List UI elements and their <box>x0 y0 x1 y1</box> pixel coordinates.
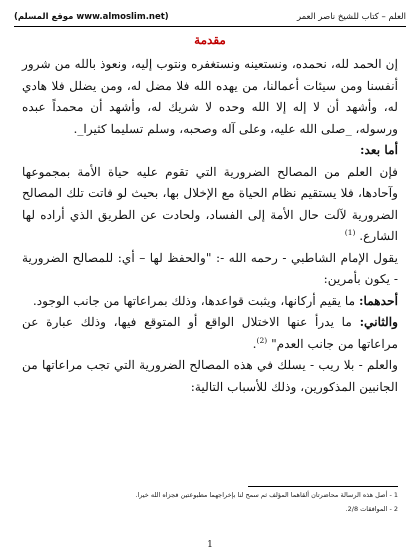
body-text <box>22 54 398 398</box>
paragraph-intro: إن الحمد لله، نحمده، ونستعينه ونستغفره ونتوب إليه، ونعوذ بالله من شرور أنفسنا ومن سيئات أعمالنا، من يهده الله فلا مضل له، ومن يضلل فلا هادي له، وأشهد أن لا إله إلا الله وحده لا شريك له، وأشهد أن محمداً عبده ورسوله، _صلى الله عليه، وعلى آله وصحبه، وسلم تسليما كثيرا_. <box>22 57 398 136</box>
footnote-1: 1 - أصل هذه الرسالة محاضرتان ألقاهما المؤلف ثم سمح لنا بإخراجهما مطبوعتين فجزاه الله خيرا. <box>135 491 398 499</box>
first-label: أحدهما: <box>358 293 398 308</box>
header-site: (موقع المسلم www.almoslim.net) <box>14 12 169 22</box>
first-text: ما يقيم أركانها، ويثبت قواعدها، وذلك بمراعاتها من جانب الوجود. <box>32 293 356 308</box>
paragraph-reasons: والعلم - بلا ريب - يسلك في هذه المصالح الضرورية التي تجب مراعاتها من الجانبين المذكورين، وذلك للأسباب التالية: <box>22 358 398 394</box>
paragraph-second <box>22 312 398 355</box>
footnote-ref-2[interactable]: (2) <box>256 335 268 345</box>
paragraph-ilm <box>22 162 398 248</box>
paragraph-first <box>22 291 398 313</box>
paragraph-amma-bad: أما بعد: <box>359 143 398 157</box>
second-end: . <box>252 336 257 351</box>
header-book-title: العلم – كتاب للشيخ ناصر العمر <box>296 12 406 22</box>
second-label: والثاني: <box>359 315 398 329</box>
page-title: مقدمة <box>194 33 226 47</box>
paragraph-ilm-text: فإن العلم من المصالح الضرورية التي تقوم عليه حياة الأمة بمجموعها وآحادها، فلا يستقيم نظام الحياة مع الإخلال بها، بحيث لو فاتت تلك المصالح الضرورية لآلت حال الأمة إلى الفساد، ولحادت عن الطريق الذي أراده لها الشارع. <box>22 164 398 243</box>
footnote-ref-1[interactable]: (1) <box>344 227 356 237</box>
page-header <box>14 10 406 24</box>
footnote-2: 2 - الموافقات 2/8. <box>345 505 398 513</box>
second-text: ما يدرأ عنها الاختلال الواقع أو المتوقع فيها، وذلك عبارة عن مراعاتها من جانب العدم" <box>22 315 398 351</box>
page-number: 1 <box>207 540 213 550</box>
paragraph-shatibi: يقول الإمام الشاطبي - رحمه الله -: "والحفظ لها – أي: للمصالح الضرورية - يكون بأمرين: <box>22 250 398 286</box>
header-rule <box>14 26 406 27</box>
footnote-rule <box>248 486 398 487</box>
